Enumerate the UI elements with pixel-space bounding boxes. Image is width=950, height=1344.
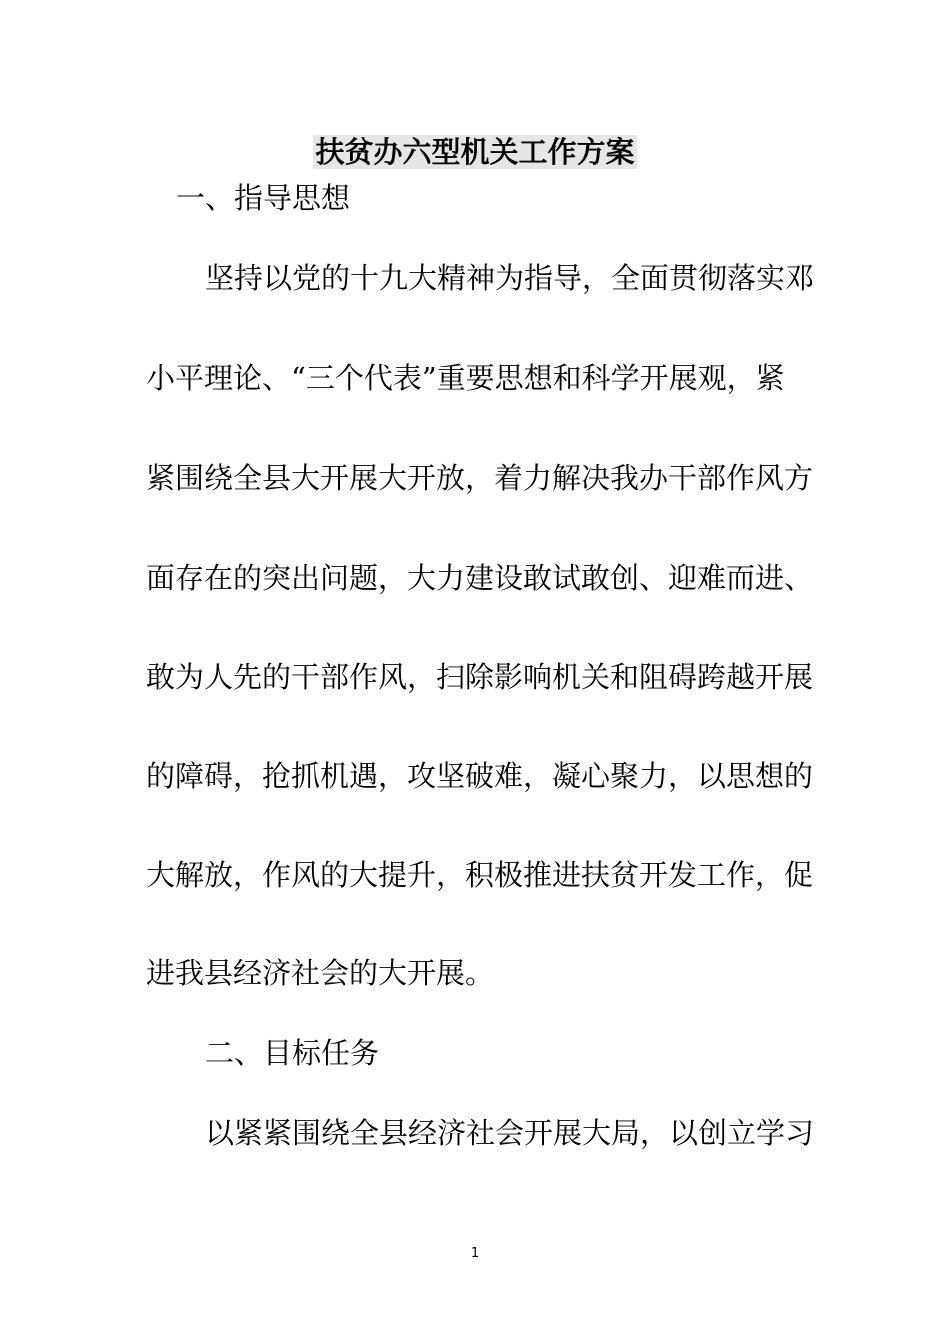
section-heading-guiding-ideology: 一、指导思想 (176, 181, 351, 215)
page-number: 1 (470, 1246, 480, 1261)
paragraph-line: 面存在的突出问题，大力建设敢试敢创、迎难而进、 (146, 561, 814, 595)
paragraph-line: 坚持以党的十九大精神为指导，全面贯彻落实邓 (205, 261, 815, 295)
page-title (0, 132, 950, 172)
paragraph-line: 的障碍，抢抓机遇，攻坚破难，凝心聚力，以思想的 (146, 759, 814, 793)
paragraph-line: 敢为人先的干部作风，扫除影响机关和阻碍跨越开展 (146, 660, 814, 694)
paragraph-line: 进我县经济社会的大开展。 (146, 956, 495, 990)
section-heading-goals-tasks: 二、目标任务 (205, 1036, 380, 1070)
paragraph-line: 以紧紧围绕全县经济社会开展大局，以创立学习 (205, 1116, 815, 1150)
paragraph-line: 小平理论、“三个代表”重要思想和科学开展观，紧 (146, 361, 785, 395)
paragraph-line: 紧围绕全县大开展大开放，着力解决我办干部作风方 (146, 461, 814, 495)
page-title-text: 扶贫办六型机关工作方案 (315, 135, 635, 169)
paragraph-line: 大解放，作风的大提升，积极推进扶贫开发工作，促 (146, 858, 814, 892)
